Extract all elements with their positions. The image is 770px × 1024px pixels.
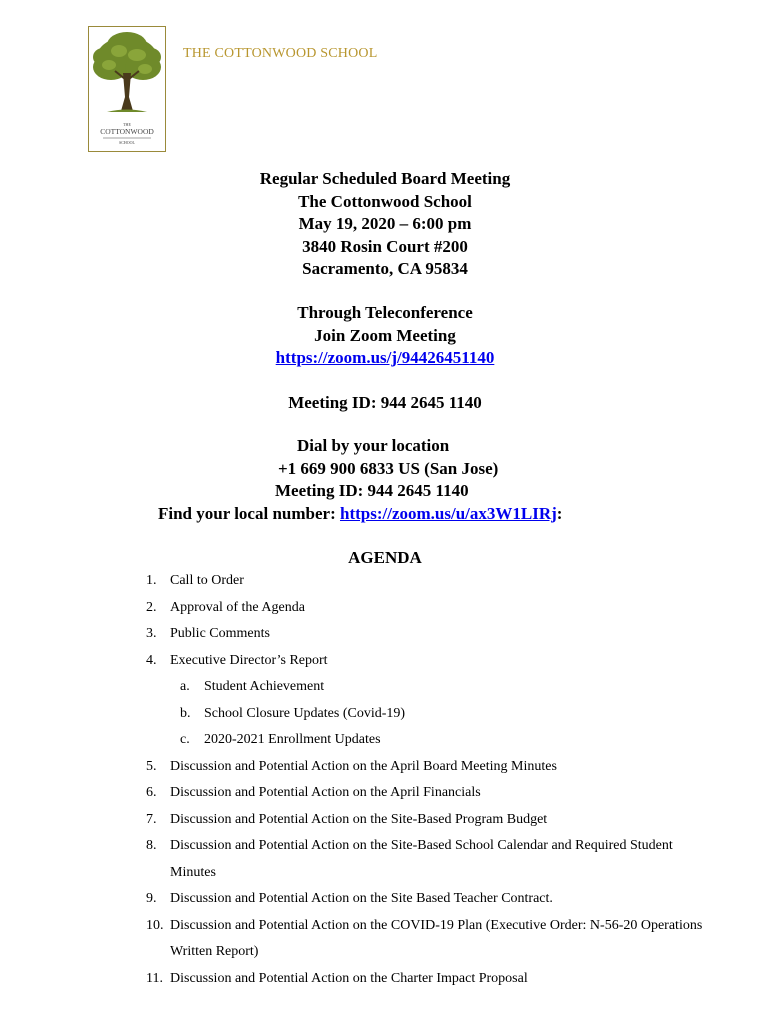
- zoom-meeting-link[interactable]: https://zoom.us/j/94426451140: [275, 348, 495, 367]
- subitem-text: Student Achievement: [204, 679, 325, 694]
- agenda-subitem: [146, 674, 706, 701]
- agenda-text: Approval of the Agenda: [170, 599, 305, 615]
- agenda-item: [146, 913, 706, 966]
- agenda-text: Discussion and Potential Action on the Site Based Teacher Contract.: [170, 891, 553, 906]
- zoom-block: [0, 302, 770, 370]
- subitem-text: 2020-2021 Enrollment Updates: [204, 732, 381, 747]
- agenda-text: Discussion and Potential Action on the Site-Based School Calendar and Required Student Minutes: [170, 838, 673, 880]
- meeting-address-2: Sacramento, CA 95834: [302, 259, 468, 278]
- agenda-number: 7.: [146, 811, 157, 827]
- agenda-number: 11.: [146, 970, 163, 986]
- agenda-number: 3.: [146, 626, 157, 641]
- agenda-number: 2.: [146, 599, 157, 615]
- agenda-number: 1.: [146, 573, 157, 588]
- join-zoom-label: Join Zoom Meeting: [314, 325, 456, 345]
- agenda-item: [146, 966, 706, 993]
- school-name: THE COTTONWOOD SCHOOL: [183, 46, 378, 61]
- dial-phone: +1 669 900 6833 US (San Jose): [278, 459, 499, 478]
- find-local-suffix: :: [556, 504, 563, 523]
- agenda-text: Discussion and Potential Action on the COVID-19 Plan (Executive Order: N-56-20 Operations Written Report): [170, 917, 703, 959]
- subitem-letter: a.: [180, 679, 190, 694]
- dial-meeting-id: Meeting ID: 944 2645 1140: [275, 481, 469, 500]
- agenda-text: Call to Order: [170, 573, 244, 588]
- meeting-address-1: 3840 Rosin Court #200: [302, 236, 468, 256]
- agenda-number: 10.: [146, 917, 164, 933]
- agenda-list: [146, 568, 706, 992]
- agenda-subitem: [146, 727, 706, 754]
- agenda-text: Discussion and Potential Action on the April Financials: [170, 785, 481, 800]
- meeting-org: The Cottonwood School: [298, 191, 472, 211]
- agenda-item: [146, 568, 706, 595]
- teleconference-label: Through Teleconference: [297, 303, 473, 322]
- agenda-subitem: [146, 701, 706, 728]
- subitem-text: School Closure Updates (Covid-19): [204, 705, 406, 721]
- agenda-item: [146, 780, 706, 807]
- meeting-id: Meeting ID: 944 2645 1140: [288, 393, 482, 412]
- agenda-text: Executive Director’s Report: [170, 652, 328, 668]
- logo-text-top: THE: [123, 122, 131, 127]
- agenda-number: 9.: [146, 891, 157, 906]
- agenda-item: [146, 833, 706, 886]
- agenda-text: Discussion and Potential Action on the Site-Based Program Budget: [170, 811, 548, 827]
- agenda-text: Public Comments: [170, 626, 270, 641]
- dial-title: Dial by your location: [297, 436, 450, 455]
- find-local-label: Find your local number:: [158, 504, 340, 523]
- logo-text-main: COTTONWOOD: [100, 127, 154, 136]
- agenda-number: 5.: [146, 758, 157, 774]
- subitem-letter: b.: [180, 705, 191, 721]
- subitem-letter: c.: [180, 732, 190, 747]
- agenda-text: Discussion and Potential Action on the Charter Impact Proposal: [170, 970, 528, 986]
- agenda-number: 8.: [146, 838, 157, 853]
- school-logo: [88, 26, 166, 152]
- meeting-title: Regular Scheduled Board Meeting: [259, 169, 511, 188]
- agenda-item: [146, 595, 706, 622]
- agenda-number: 6.: [146, 785, 157, 800]
- cottonwood-tree-icon: [89, 27, 165, 151]
- agenda-item: [146, 621, 706, 648]
- agenda-number: 4.: [146, 652, 157, 668]
- logo-text-bottom: SCHOOL: [118, 140, 136, 145]
- find-local-link[interactable]: https://zoom.us/u/ax3W1LIRj: [339, 504, 557, 523]
- find-local-number: [158, 504, 562, 524]
- agenda-item: [146, 807, 706, 834]
- agenda-item: [146, 648, 706, 675]
- agenda-item: [146, 886, 706, 913]
- agenda-title: AGENDA: [348, 548, 422, 567]
- meeting-datetime: May 19, 2020 – 6:00 pm: [298, 214, 472, 233]
- meeting-header: [0, 168, 770, 281]
- agenda-text: Discussion and Potential Action on the April Board Meeting Minutes: [170, 758, 557, 774]
- agenda-item: [146, 754, 706, 781]
